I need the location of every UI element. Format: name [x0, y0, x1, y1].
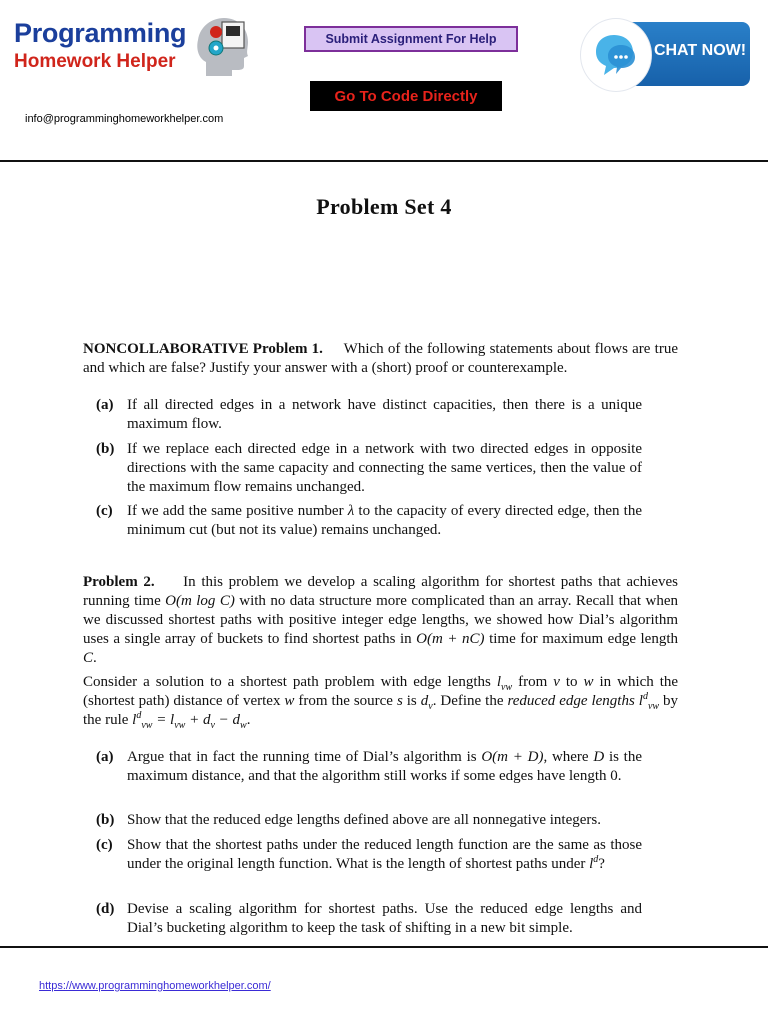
reduced-edge-lengths-term: reduced edge lengths [507, 693, 635, 709]
item-label: (c) [96, 837, 113, 853]
item-label: (d) [96, 901, 115, 917]
contact-email[interactable]: info@programminghomeworkhelper.com [25, 113, 224, 125]
problem-2-item-c [96, 836, 642, 874]
item-label: (b) [96, 812, 115, 828]
head-gears-icon [192, 14, 252, 80]
reduced-length-formula: $l^d_{vw} = l_{vw} + d_v - d_w$ [132, 710, 247, 731]
item-label: (a) [96, 749, 114, 765]
item-text: If we add the same positive number λ to the capacity of every directed edge, then the minimum cut (but not its value) remains unchanged. [127, 503, 643, 538]
runtime-expression: O(m log C) [165, 593, 235, 609]
logo-title: Programming [14, 18, 187, 48]
problem-1-item-a [96, 396, 642, 434]
problem-1-heading: NONCOLLABORATIVE Problem 1. [83, 341, 323, 357]
page-title: Problem Set 4 [316, 194, 452, 219]
problem-1-item-c [96, 502, 642, 540]
item-label: (b) [96, 441, 115, 457]
item-text: Argue that in fact the running time of Dial’s algorithm is O(m + D), where D is the maximum distance, and that the algorithm still works if some edges have length 0. [127, 749, 643, 784]
item-text: Show that the reduced edge lengths defined above are all nonnegative integers. [127, 812, 601, 828]
problem-2-item-b [96, 811, 642, 830]
problem-1-item-b [96, 440, 642, 497]
chat-now-label: CHAT NOW! [653, 42, 747, 59]
item-text: If all directed edges in a network have distinct capacities, then there is a unique maximum flow. [127, 397, 642, 432]
submit-assignment-button[interactable]: Submit Assignment For Help [304, 26, 518, 52]
website-link[interactable]: https://www.programminghomeworkhelper.com/ [39, 980, 271, 992]
item-text: If we replace each directed edge in a network with two directed edges in opposite directions with the same capacity and connecting the same vertices, then the value of the maximum flow remains unchanged. [127, 441, 642, 495]
problem-2-item-d [96, 900, 642, 938]
chat-bubble-icon [590, 32, 640, 78]
problem-2-item-a [96, 748, 642, 786]
lambda-symbol: λ [347, 503, 355, 519]
header-divider [0, 160, 768, 162]
problem-2-intro: Problem 2. In this problem we develop a scaling algorithm for shortest paths that achieves running time O(m log C) with no data structure more complicated than an array. Recall that when we discussed shortest paths with positive integer edge lengths, we showed how Dial’s algorithm uses a single array of buckets to find shortest paths in O(m + nC) time for maximum edge length C. [83, 574, 679, 666]
dial-runtime-expression: O(m + nC) [416, 631, 485, 647]
item-text: Show that the shortest paths under the reduced length function are the same as those under the original length function. What is the length of shortest paths under $l^d$? [127, 837, 642, 872]
item-text: Devise a scaling algorithm for shortest paths. Use the reduced edge lengths and Dial’s bucketing algorithm to keep the task of shifting in a new bit simple. [127, 901, 642, 936]
item-label: (a) [96, 397, 114, 413]
problem-2-consider: Consider a solution to a shortest path problem with edge lengths $l_{vw}$ from v to w in which the (shortest path) distance of vertex w from the source s is $d_v$. Define the reduced edge lengths $l^d_{vw}$ by the rule $l^d_{vw} = l_{vw} + d_v - d_w$. [83, 674, 679, 731]
problem-1-text: Which of the following statements about flows are true and which are false? Justify your answer with a (short) proof or counterexample. [83, 341, 678, 376]
logo-subtitle: Homework Helper [14, 51, 176, 72]
problem-2-heading: Problem 2. [83, 574, 155, 590]
problem-1-intro [83, 340, 678, 378]
footer-divider [0, 946, 768, 948]
brand-logo[interactable] [12, 14, 244, 82]
go-to-code-button[interactable]: Go To Code Directly [310, 81, 502, 111]
chat-now-button[interactable] [578, 18, 752, 90]
item-label: (c) [96, 503, 113, 519]
